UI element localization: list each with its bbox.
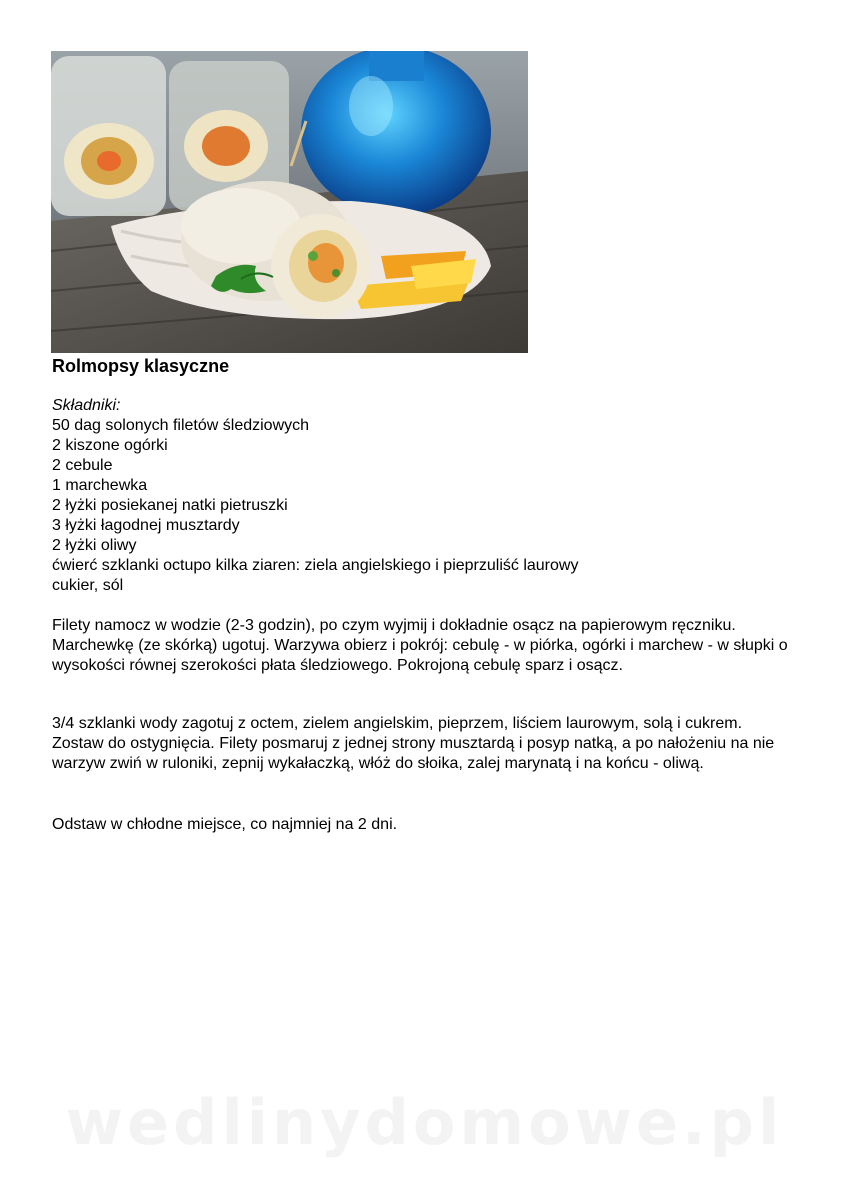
instruction-paragraph-3: Odstaw w chłodne miejsce, co najmniej na 2 dni. — [52, 816, 398, 833]
ingredient-item: 3 łyżki łagodnej musztardy — [52, 517, 240, 534]
ingredient-item: 2 cebule — [52, 457, 113, 474]
recipe-photo — [51, 51, 528, 353]
ingredient-item: 50 dag solonych filetów śledziowych — [52, 417, 310, 434]
ingredients-section — [52, 396, 792, 596]
recipe-title: Rolmopsy klasyczne — [52, 356, 230, 376]
site-watermark: wedlinydomowe.pl — [65, 1086, 784, 1159]
instruction-paragraph-2: 3/4 szklanki wody zagotuj z octem, zielem angielskim, pieprzem, liściem laurowym, solą i cukrem. Zostaw do ostygnięcia. Filety posmaruj z jednej strony musztardą i posyp natką, a po nałożeniu na nie warzyw zwiń w ruloniki, zepnij wykałaczką, włóż do słoika, zalej marynatą i na końcu - oliwą. — [52, 715, 775, 772]
ingredient-item: 1 marchewka — [52, 477, 148, 494]
ingredient-item: 2 łyżki oliwy — [52, 537, 137, 554]
ingredient-item: ćwierć szklanki octupo kilka ziaren: ziela angielskiego i pieprzuliść laurowy — [52, 557, 579, 574]
ingredient-item: 2 łyżki posiekanej natki pietruszki — [52, 497, 288, 514]
rolmops-illustration — [51, 51, 528, 353]
ingredient-item: cukier, sól — [52, 577, 124, 594]
ingredient-item: 2 kiszone ogórki — [52, 437, 168, 454]
ingredients-heading: Składniki: — [52, 397, 121, 414]
ingredients-list — [52, 416, 792, 596]
instruction-paragraph-1: Filety namocz w wodzie (2-3 godzin), po czym wyjmij i dokładnie osącz na papierowym ręczniku. Marchewkę (ze skórką) ugotuj. Warzywa obierz i pokrój: cebulę - w piórka, ogórki i marchew - w słupki o wysokości równej szerokości płata śledziowego. Pokrojoną cebulę sparz i osącz. — [52, 617, 788, 674]
